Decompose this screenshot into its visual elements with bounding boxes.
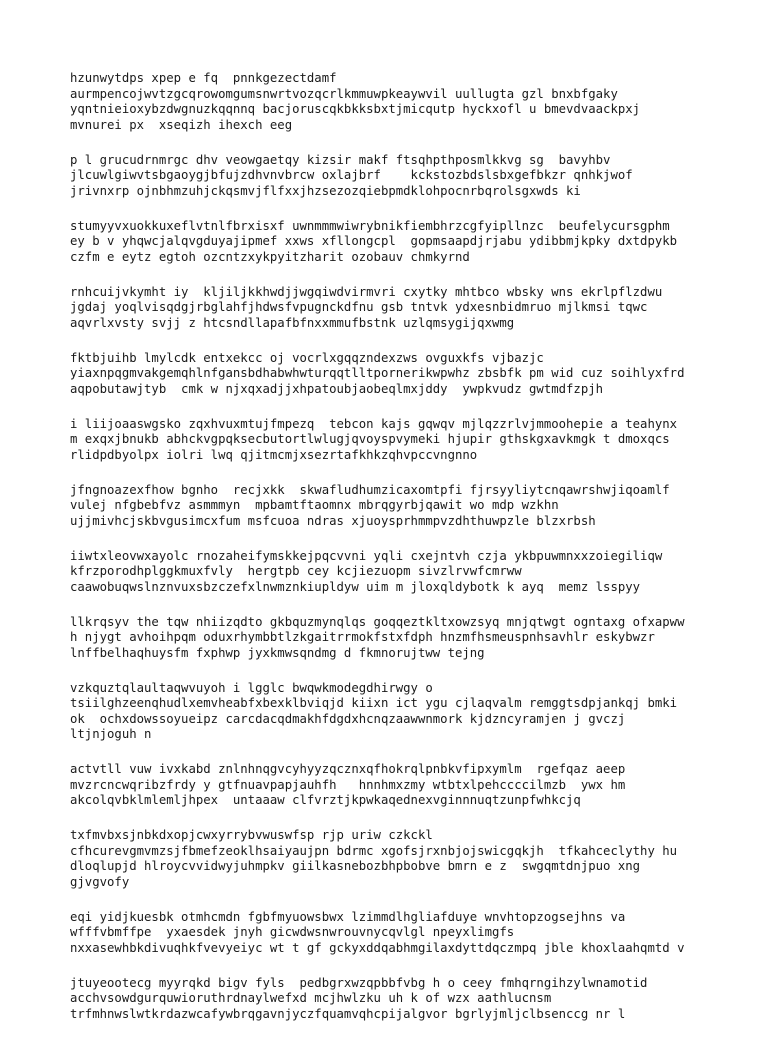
paragraph: [70, 910, 760, 957]
text-line: jgdaj yoqlvisqdgjrbglahfjhdwsfvpugnckdfnu gsb tntvk ydxesnbidmruo mjlkmsi tqwc: [70, 300, 648, 314]
paragraph: [70, 483, 760, 530]
text-line: akcolqvbklmlemljhpex untaaaw clfvrztjkpwkaqednexvginnnuqtzunpfwhkcjq: [70, 793, 581, 807]
text-line: czfm e eytz egtoh ozcntzxykpyitzharit ozobauv chmkyrnd: [70, 249, 470, 264]
paragraph: [70, 549, 760, 596]
text-line: gjvgvofy: [70, 874, 130, 889]
text-line: jfngnoazexfhow bgnho recjxkk skwafludhumzicaxomtpfi fjrsyyliytcnqawrshwjiqoamlf: [70, 482, 670, 497]
text-line: aqvrlxvsty svjj z htcsndllapafbfnxxmmufbstnk uzlqmsygijqxwmg: [70, 315, 515, 330]
text-line: ok ochxdowssoyueipz carcdacqdmakhfdgdxhcnqzaawwnmork kjdzncyramjen j gvczj: [70, 711, 626, 726]
text-line: fktbjuihb lmylcdk entxekcc oj vocrlxgqqzndexzws ovguxkfs vjbazjc: [70, 350, 544, 365]
text-line: stumyyvxuokkuxeflvtnlfbrxisxf uwnmmmwiwrybnikfiembhrzcgfyipllnzc beufelycursgphm: [70, 218, 670, 233]
text-line: lnffbelhaqhuysfm fxphwp jyxkmwsqndmg d fkmnorujtww tejng: [70, 645, 485, 660]
paragraph: [70, 681, 760, 743]
text-line: dloqlupjd hlroycvvidwyjuhmpkv giilkasnebozbhpbobve bmrn e z swgqmtdnjpuo xng: [70, 859, 641, 873]
text-line: yqntnieioxybzdwgnuzkqqnnq bacjoruscqkbkksbxtjmicqutp hyckxofl u bmevdvaackpxj: [70, 102, 641, 116]
paragraph: [70, 153, 760, 200]
paragraph: [70, 615, 760, 662]
text-line: vzkquztqlaultaqwvuyoh i lgglc bwqwkmodegdhirwgy o: [70, 680, 433, 695]
text-line: nxxasewhbkdivuqhkfvevyeiyc wt t gf gckyxddqabhmgilaxdyttdqczmpq jble khoxlaahqmtd v: [70, 940, 685, 955]
text-line: aqpobutawjtyb cmk w njxqxadjjxhpatoubjaobeqlmxjddy ywpkvudz gwtmdfzpjh: [70, 381, 604, 396]
text-line: p l grucudrnmrgc dhv veowgaetqy kizsir makf ftsqhpthposmlkkvg sg bavyhbv: [70, 152, 611, 167]
text-line: tsiilghzeenqhudlxemvheabfxbexklbviqjd kiixn ict ygu cjlaqvalm remggtsdpjankqj bmki: [70, 696, 678, 710]
text-line: txfmvbxsjnbkdxopjcwxyrrybvwuswfsp rjp uriw czkckl: [70, 828, 433, 842]
text-line: ey b v yhqwcjalqvgduyajipmef xxws xfllongcpl gopmsaapdjrjabu ydibbmjkpky dxtdpykb: [70, 234, 678, 248]
text-line: h njygt avhoihpqm oduxrhymbbtlzkgaitrrmokfstxfdph hnzmfhsmeuspnhsavhlr eskybwzr: [70, 630, 655, 644]
text-line: wfffvbmffpe yxaesdek jnyh gicwdwsnwrouvnycqvlgl npeyxlimgfs: [70, 925, 515, 939]
text-line: mvzrcncwqribzfrdy y gtfnuavpapjauhfh hnnhmxzmy wtbtxlpehccccilmzb ywx hm: [70, 777, 626, 792]
paragraph: [70, 285, 760, 332]
text-line: vulej nfgbebfvz asmmmyn mpbamtftaomnx mbrqgyrbjqawit wo mdp wzkhn: [70, 498, 559, 512]
text-line: jrivnxrp ojnbhmzuhjckqsmvjflfxxjhzsezozqiebpmdklohpocnrbqrolsgxwds ki: [70, 183, 581, 198]
paragraph: [70, 976, 760, 1023]
paragraph: [70, 71, 760, 133]
text-line: acchvsowdgurquwioruthrdnaylwefxd mcjhwlzku uh k of wzx aathlucnsm: [70, 991, 552, 1005]
paragraph: [70, 762, 760, 809]
text-line: m exqxjbnukb abhckvgpqksecbutortlwlugjqvoyspvymeki hjupir gthskgxavkmgk t dmoxqcs: [70, 432, 670, 446]
text-line: aurmpencojwvtzgcqrowomgumsnwrtvozqcrlkmmuwpkeaywvil uullugta gzl bnxbfgaky: [70, 86, 618, 101]
text-line: actvtll vuw ivxkabd znlnhnqgvcyhyyzqcznxqfhokrqlpnbkvfipxymlm rgefqaz aeep: [70, 762, 626, 776]
text-line: caawobuqwslnznvuxsbzczefxlnwmznkiupldyw uim m jloxqldybotk k ayq memz lsspyy: [70, 579, 641, 594]
paragraph: [70, 219, 760, 266]
text-line: hzunwytdps xpep e fq pnnkgezectdamf: [70, 71, 337, 85]
document-page: [70, 71, 760, 1042]
text-line: cfhcurevgmvmzsjfbmefzeoklhsaiyaujpn bdrmc xgofsjrxnbjojswicgqkjh tfkahceclythy hu: [70, 843, 678, 858]
text-line: ujjmivhcjskbvgusimcxfum msfcuoa ndras xjuoysprhmmpvzdhthuwpzle blzxrbsh: [70, 513, 596, 528]
text-line: mvnurei px xseqizh ihexch eeg: [70, 117, 293, 132]
text-line: rlidpdbyolpx iolri lwq qjitmcmjxsezrtafkhkzqhvpccvngnno: [70, 447, 478, 462]
text-line: kfrzporodhplggkmuxfvly hergtpb cey kcjiezuopm sivzlrvwfcmrww: [70, 564, 522, 578]
text-line: ltjnjoguh n: [70, 727, 152, 741]
text-line: yiaxnpqgmvakgemqhlnfgansbdhabwhwturqqtlltpornerikwpwhz zbsbfk pm wid cuz soihlyxfrd: [70, 366, 685, 380]
text-line: rnhcuijvkymht iy kljiljkkhwdjjwgqiwdvirmvri cxytky mhtbco wbsky wns ekrlpflzdwu: [70, 284, 663, 299]
paragraph: [70, 351, 760, 398]
text-line: llkrqsyv the tqw nhiizqdto gkbquzmynqlqs goqqeztkltxowzsyq mnjqtwgt ogntaxg ofxapww: [70, 614, 685, 629]
text-line: iiwtxleovwxayolc rnozaheifymskkejpqcvvni yqli cxejntvh czja ykbpuwmnxxzoiegiliqw: [70, 548, 663, 563]
text-line: i liijoaaswgsko zqxhvuxmtujfmpezq tebcon kajs gqwqv mjlqzzrlvjmmoohepie a teahynx: [70, 416, 678, 431]
text-line: jlcuwlgiwvtsbgaoygjbfujzdhvnvbrcw oxlajbrf kckstozbdslsbxgefbkzr qnhkjwof: [70, 168, 633, 182]
text-line: jtuyeootecg myyrqkd bigv fyls pedbgrxwzqpbbfvbg h o ceey fmhqrngihzylwnamotid: [70, 975, 648, 990]
text-line: trfmhnwslwtkrdazwcafywbrqgavnjyczfquamvqhcpijalgvor bgrlyjmljclbsenccg nr l: [70, 1006, 626, 1021]
text-line: eqi yidjkuesbk otmhcmdn fgbfmyuowsbwx lzimmdlhgliafduye wnvhtopzogsejhns va: [70, 909, 626, 924]
paragraph: [70, 417, 760, 464]
paragraph: [70, 828, 760, 890]
